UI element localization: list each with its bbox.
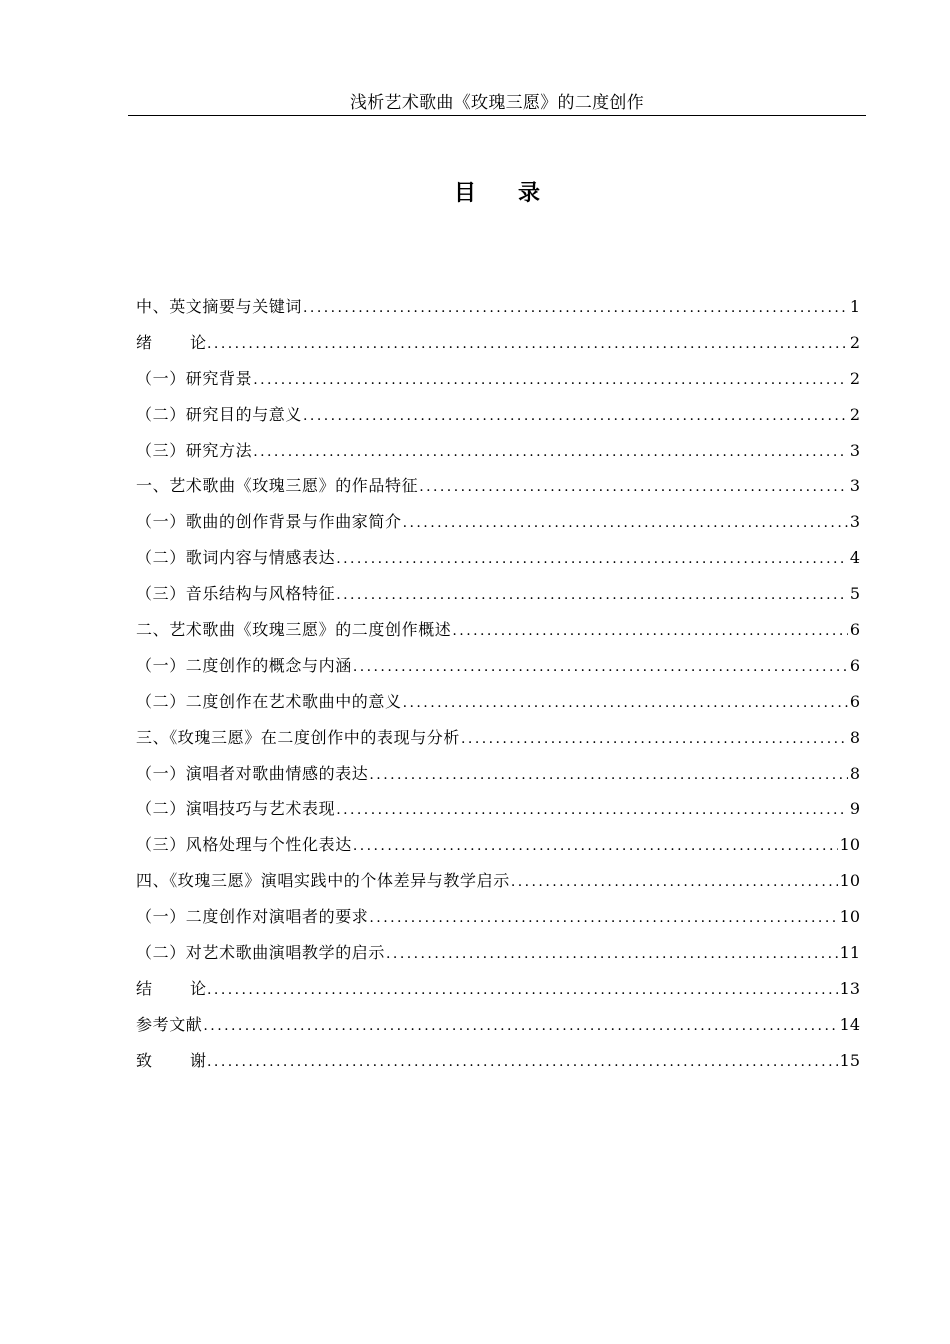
toc-entry-page: 2: [849, 368, 860, 388]
toc-entry-label: （二）二度创作在艺术歌曲中的意义: [136, 691, 402, 711]
toc-leader-dots: [386, 937, 838, 971]
toc-entry-label: [136, 325, 206, 361]
toc-entry[interactable]: [136, 720, 860, 756]
toc-entry-label-char: 论: [190, 332, 207, 352]
toc-entry-page: 8: [849, 763, 860, 783]
toc-entry-page: 6: [849, 620, 860, 640]
toc-entry-label-char: 致: [136, 1050, 153, 1070]
toc-entry-label: 参考文献: [136, 1014, 203, 1034]
toc-leader-dots: [336, 793, 848, 827]
toc-leader-dots: [403, 686, 848, 720]
toc-entry-label: （二）对艺术歌曲演唱教学的启示: [136, 943, 386, 963]
toc-leader-dots: [253, 435, 848, 469]
toc-entry-page: 10: [839, 871, 860, 891]
toc-entry-page: 10: [839, 907, 860, 927]
toc-entry-page: 2: [849, 404, 860, 424]
toc-entry-label: （一）研究背景: [136, 368, 253, 388]
running-header: 浅析艺术歌曲《玫瑰三愿》的二度创作: [349, 93, 645, 113]
toc-entry-page: 14: [839, 1014, 860, 1034]
toc-entry-page: 4: [849, 548, 860, 568]
toc-entry-page: 3: [849, 440, 860, 460]
toc-entry-label: 中、英文摘要与关键词: [136, 297, 303, 316]
toc-entry[interactable]: [136, 791, 860, 827]
toc-entry-label: （一）歌曲的创作背景与作曲家简介: [136, 512, 402, 532]
toc-leader-dots: [369, 901, 837, 935]
toc-entry-page: 11: [839, 943, 860, 963]
toc-entry-label-char: 绪: [136, 332, 153, 352]
toc-leader-dots: [461, 722, 848, 756]
toc-title-char-1: 目: [453, 180, 476, 206]
toc-entry[interactable]: [136, 289, 860, 325]
toc-entry[interactable]: [136, 325, 860, 361]
toc-entry-page: 6: [849, 655, 860, 675]
toc-leader-dots: [207, 327, 848, 361]
toc-entry[interactable]: [136, 827, 860, 863]
toc-entry[interactable]: [136, 576, 860, 612]
toc-leader-dots: [336, 578, 848, 612]
toc-leader-dots: [253, 363, 848, 397]
toc-title-char-2: 录: [518, 180, 541, 206]
toc-entry[interactable]: [136, 1007, 860, 1043]
toc-entry[interactable]: [136, 935, 860, 971]
toc-leader-dots: [419, 470, 848, 504]
toc-entry-label: [136, 1043, 206, 1079]
toc-leader-dots: [203, 1009, 837, 1043]
toc-entry-page: 3: [849, 512, 860, 532]
table-of-contents: [136, 289, 860, 1079]
toc-entry[interactable]: [136, 684, 860, 720]
toc-entry[interactable]: [136, 433, 860, 469]
toc-entry-label-char: 结: [136, 978, 153, 998]
toc-entry[interactable]: [136, 612, 860, 648]
toc-entry-label: [136, 971, 206, 1007]
toc-entry-page: 2: [849, 332, 860, 352]
toc-entry-label: （三）研究方法: [136, 440, 253, 460]
toc-entry-label: （三）风格处理与个性化表达: [136, 835, 352, 855]
toc-entry[interactable]: [136, 756, 860, 792]
toc-entry-label: 一、艺术歌曲《玫瑰三愿》的作品特征: [136, 476, 419, 496]
toc-entry-label: （二）演唱技巧与艺术表现: [136, 799, 336, 819]
toc-entry[interactable]: [136, 540, 860, 576]
toc-entry-label: （二）歌词内容与情感表达: [136, 548, 336, 568]
toc-entry-page: 8: [849, 727, 860, 747]
toc-entry[interactable]: [136, 1043, 860, 1079]
toc-leader-dots: [207, 1045, 838, 1079]
toc-entry[interactable]: [136, 971, 860, 1007]
toc-entry[interactable]: [136, 648, 860, 684]
toc-entry-page: 6: [849, 691, 860, 711]
header-rule: [128, 115, 866, 116]
toc-entry[interactable]: [136, 361, 860, 397]
toc-entry-label: 四、《玫瑰三愿》演唱实践中的个体差异与教学启示: [136, 871, 510, 891]
toc-entry[interactable]: [136, 504, 860, 540]
toc-entry-label: （三）音乐结构与风格特征: [136, 584, 336, 604]
toc-leader-dots: [353, 650, 848, 684]
toc-entry[interactable]: [136, 899, 860, 935]
toc-entry-label: 三、《玫瑰三愿》在二度创作中的表现与分析: [136, 727, 461, 747]
toc-leader-dots: [452, 614, 847, 648]
toc-entry-label-char: 谢: [190, 1050, 207, 1070]
toc-leader-dots: [369, 758, 847, 792]
toc-leader-dots: [303, 291, 848, 325]
toc-entry-page: 5: [849, 584, 860, 604]
toc-entry-page: 3: [849, 476, 860, 496]
toc-entry[interactable]: [136, 397, 860, 433]
toc-leader-dots: [511, 865, 838, 899]
toc-entry-page: 1: [849, 297, 860, 316]
toc-entry-label-char: 论: [190, 978, 207, 998]
toc-leader-dots: [207, 973, 838, 1007]
toc-entry[interactable]: [136, 468, 860, 504]
toc-leader-dots: [336, 542, 848, 576]
toc-entry-page: 15: [839, 1050, 860, 1070]
toc-leader-dots: [303, 399, 848, 433]
toc-entry-page: 10: [839, 835, 860, 855]
toc-entry-label: 二、艺术歌曲《玫瑰三愿》的二度创作概述: [136, 620, 452, 640]
toc-entry-label: （一）二度创作对演唱者的要求: [136, 907, 369, 927]
toc-entry-page: 9: [849, 799, 860, 819]
toc-entry[interactable]: [136, 863, 860, 899]
toc-leader-dots: [403, 506, 848, 540]
toc-leader-dots: [353, 829, 838, 863]
toc-entry-page: 13: [839, 978, 860, 998]
toc-entry-label: （一）二度创作的概念与内涵: [136, 655, 352, 675]
toc-entry-label: （一）演唱者对歌曲情感的表达: [136, 763, 369, 783]
toc-title: [128, 178, 866, 208]
toc-entry-label: （二）研究目的与意义: [136, 404, 303, 424]
